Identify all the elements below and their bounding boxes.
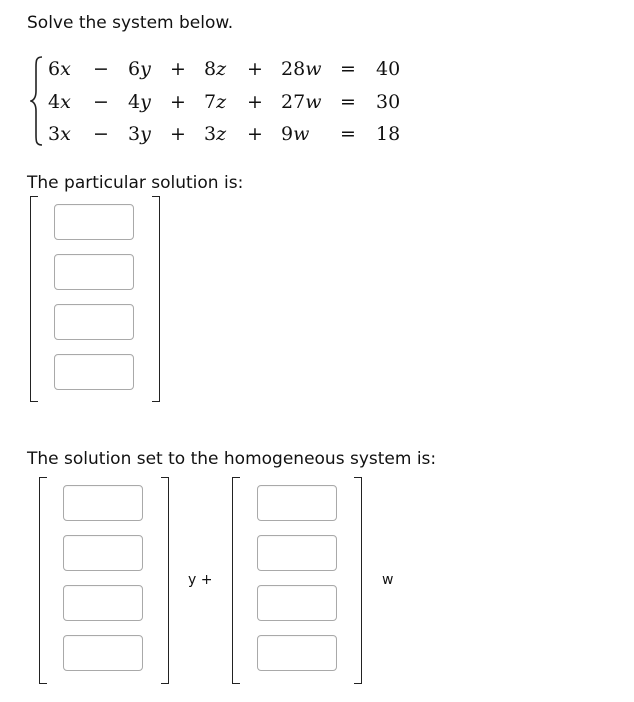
term-y: 6y — [128, 58, 151, 80]
left-bracket — [232, 477, 240, 684]
right-bracket — [354, 477, 362, 684]
operator: − — [93, 91, 109, 113]
operator: + — [247, 58, 263, 80]
system-brace — [30, 55, 44, 147]
equals-sign: = — [340, 58, 356, 80]
homogeneous-w-entry-3[interactable] — [257, 585, 337, 621]
operator: + — [170, 91, 186, 113]
term-z: 7z — [204, 91, 227, 113]
particular-entry-3[interactable] — [54, 304, 134, 340]
equals-sign: = — [340, 91, 356, 113]
operator: − — [93, 58, 109, 80]
rhs-value: 40 — [376, 58, 401, 80]
term-y: 3y — [128, 123, 151, 145]
term-y: 4y — [128, 91, 151, 113]
homogeneous-y-entry-2[interactable] — [63, 535, 143, 571]
homogeneous-solution-label: The solution set to the homogeneous system is: — [27, 449, 437, 469]
term-x: 3x — [48, 123, 71, 145]
variable-label-y: y + — [188, 572, 213, 588]
homogeneous-y-entry-3[interactable] — [63, 585, 143, 621]
particular-entry-2[interactable] — [54, 254, 134, 290]
operator: + — [247, 123, 263, 145]
equals-sign: = — [340, 123, 356, 145]
term-z: 8z — [204, 58, 227, 80]
term-w: 28w — [281, 58, 322, 80]
homogeneous-w-entry-2[interactable] — [257, 535, 337, 571]
homogeneous-w-entry-4[interactable] — [257, 635, 337, 671]
operator: + — [247, 91, 263, 113]
right-bracket — [152, 196, 160, 402]
particular-solution-label: The particular solution is: — [27, 173, 244, 193]
term-w: 27w — [281, 91, 322, 113]
homogeneous-y-entry-1[interactable] — [63, 485, 143, 521]
term-x: 6x — [48, 58, 71, 80]
operator: + — [170, 123, 186, 145]
particular-entry-4[interactable] — [54, 354, 134, 390]
homogeneous-y-entry-4[interactable] — [63, 635, 143, 671]
homogeneous-w-entry-1[interactable] — [257, 485, 337, 521]
term-w: 9w — [281, 123, 310, 145]
variable-label-w: w — [382, 572, 394, 588]
left-bracket — [30, 196, 38, 402]
rhs-value: 18 — [376, 123, 401, 145]
left-bracket — [39, 477, 47, 684]
right-bracket — [161, 477, 169, 684]
operator: + — [170, 58, 186, 80]
term-x: 4x — [48, 91, 71, 113]
term-z: 3z — [204, 123, 227, 145]
rhs-value: 30 — [376, 91, 401, 113]
particular-entry-1[interactable] — [54, 204, 134, 240]
instruction-text: Solve the system below. — [27, 13, 234, 33]
operator: − — [93, 123, 109, 145]
